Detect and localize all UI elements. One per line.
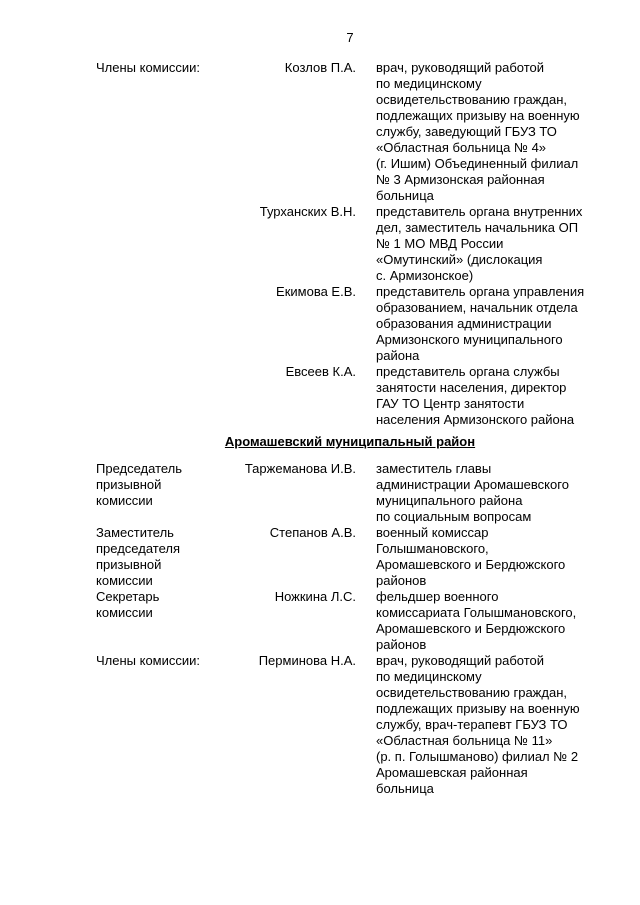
member-description: военный комиссар Голышмановского, Аромашевского и Бердюжского районов: [376, 525, 566, 588]
member-name: Евсеев К.А.: [285, 364, 356, 379]
member-row: [0, 653, 640, 797]
member-row: [0, 461, 640, 525]
member-row: [0, 525, 640, 589]
member-name: Екимова Е.В.: [276, 284, 356, 299]
member-name: Турханских В.Н.: [259, 204, 356, 219]
member-description: представитель органа управления образованием, начальник отдела образования администрации Армизонского муниципального района: [376, 284, 585, 363]
member-name: Козлов П.А.: [284, 60, 356, 75]
member-row: [0, 589, 640, 653]
member-description: представитель органа службы занятости населения, директор ГАУ ТО Центр занятости населения Армизонского района: [376, 364, 575, 427]
member-description: заместитель главы администрации Аромашевского муниципального района по социальным вопросам: [376, 461, 569, 524]
section-title: Аромашевский муниципальный район: [224, 434, 476, 449]
member-role: Члены комиссии:: [96, 60, 201, 75]
member-row: [0, 204, 640, 284]
member-row: [0, 364, 640, 428]
document-body: [0, 60, 640, 797]
member-description: фельдшер военного комиссариата Голышмановского, Аромашевского и Бердюжского районов: [376, 589, 577, 652]
member-row: [0, 284, 640, 364]
member-name: Таржеманова И.В.: [244, 461, 356, 476]
member-role: Секретарь комиссии: [96, 589, 160, 620]
member-name: Степанов А.В.: [269, 525, 356, 540]
member-description: врач, руководящий работой по медицинскому освидетельствованию граждан, подлежащих призыву на военную службу, врач-терапевт ГБУЗ ТО «Областная больница № 11» (р. п. Голышманово) филиал № 2 Аромашевская районная больница: [376, 653, 580, 796]
member-row: [0, 60, 640, 204]
member-name: Ножкина Л.С.: [274, 589, 356, 604]
member-role: Члены комиссии:: [96, 653, 201, 668]
member-description: представитель органа внутренних дел, заместитель начальника ОП № 1 МО МВД России «Омутинский» (дислокация с. Армизонское): [376, 204, 583, 283]
member-role: Председатель призывной комиссии: [96, 461, 183, 508]
member-description: врач, руководящий работой по медицинскому освидетельствованию граждан, подлежащих призыву на военную службу, заведующий ГБУЗ ТО «Областная больница № 4» (г. Ишим) Объединенный филиал № 3 Армизонская районная больница: [376, 60, 580, 203]
member-role: Заместитель председателя призывной комиссии: [96, 525, 181, 588]
member-name: Перминова Н.А.: [258, 653, 356, 668]
page-number: 7: [346, 30, 354, 45]
